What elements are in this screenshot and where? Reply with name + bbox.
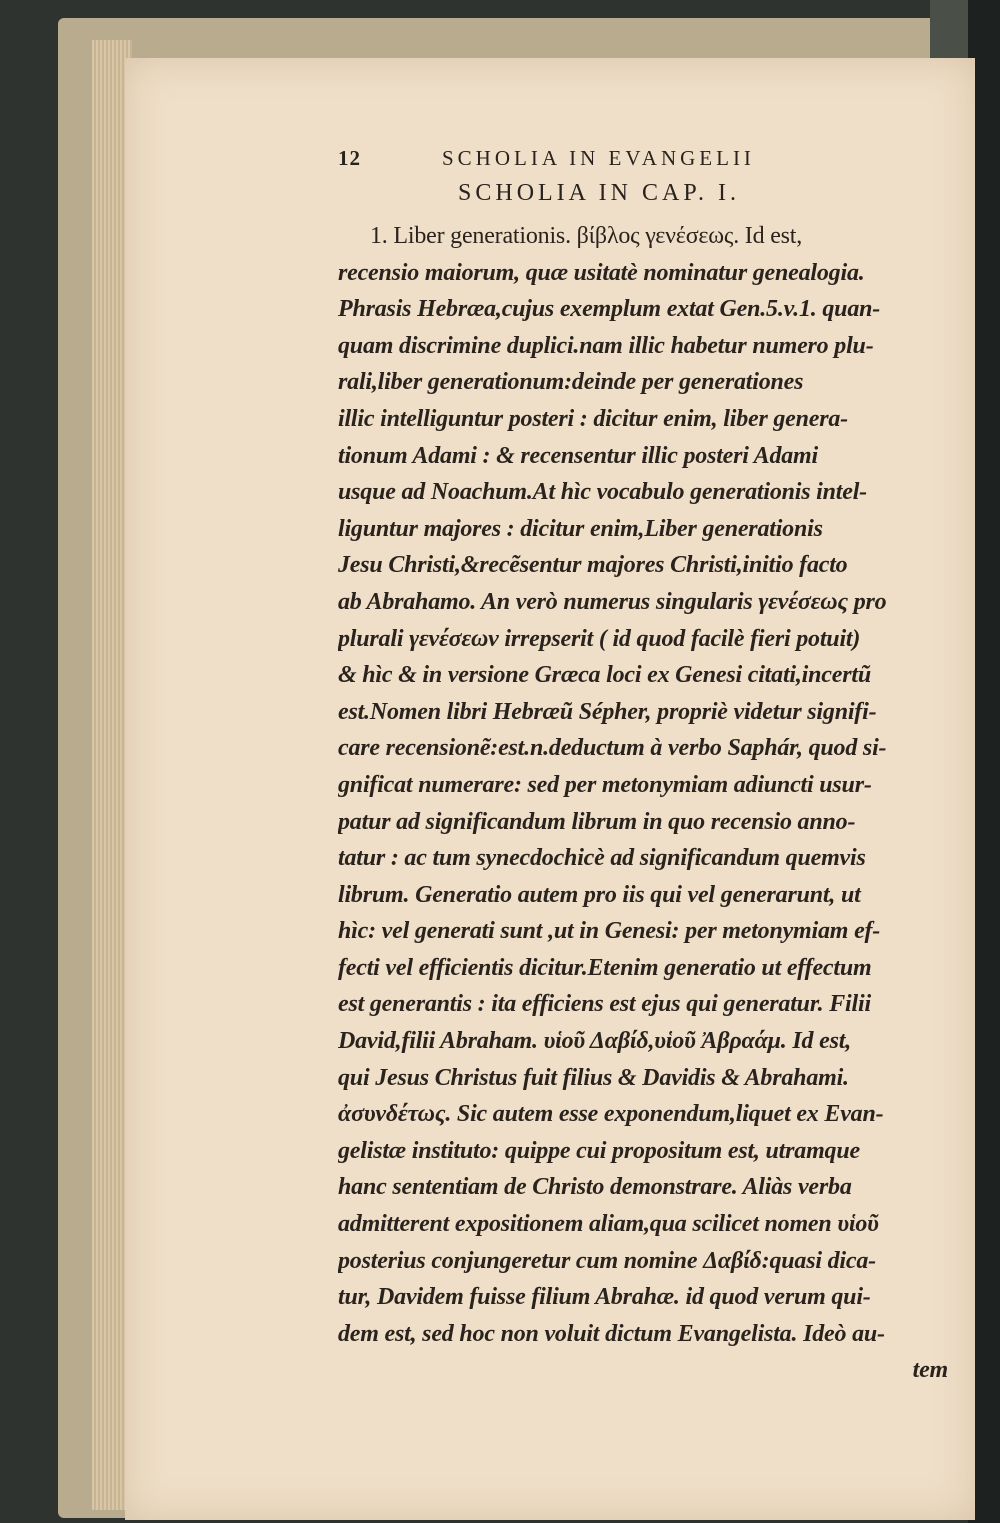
text-line: liguntur majores : dicitur enim,Liber generationis bbox=[338, 515, 823, 542]
chapter-title: SCHOLIA IN CAP. I. bbox=[458, 180, 741, 206]
text-line: qui Jesus Christus fuit filius & Davidis & Abrahami. bbox=[338, 1064, 849, 1091]
page-number: 12 bbox=[338, 146, 361, 170]
text-line: David,filii Abraham. υἱοῦ Δαβίδ,υἱοῦ Ἀβραάμ. Id est, bbox=[338, 1028, 851, 1055]
text-line: Phrasis Hebræa,cujus exemplum extat Gen.5.v.1. quan- bbox=[338, 296, 881, 323]
text-line: admitterent expositionem aliam,qua scilicet nomen υἱοῦ bbox=[338, 1211, 879, 1238]
text-line: plurali γενέσεων irrepserit ( id quod facilè fieri potuit) bbox=[338, 625, 861, 652]
text-line: gnificat numerare: sed per metonymiam adiuncti usur- bbox=[338, 771, 872, 798]
text-line: posterius conjungeretur cum nomine Δαβίδ:quasi dica- bbox=[338, 1247, 876, 1274]
text-line: Jesu Christi,&recẽsentur majores Christi,initio facto bbox=[338, 552, 848, 579]
text-line: ab Abrahamo. An verò numerus singularis γενέσεως pro bbox=[338, 588, 887, 615]
body-text bbox=[338, 218, 948, 1389]
text-line: hanc sententiam de Christo demonstrare. Aliàs verba bbox=[338, 1174, 852, 1201]
text-line: librum. Generatio autem pro iis qui vel generarunt, ut bbox=[338, 881, 861, 908]
text-line: quam discrimine duplici.nam illic habetur numero plu- bbox=[338, 332, 874, 359]
text-line: care recensionẽ:est.n.deductum à verbo Saphár, quod si- bbox=[338, 735, 887, 762]
catchword: tem bbox=[912, 1357, 948, 1384]
text-line: fecti vel efficientis dicitur.Etenim generatio ut effectum bbox=[338, 954, 872, 981]
text-line: patur ad significandum librum in quo recensio anno- bbox=[338, 808, 856, 835]
text-line: 1. Liber generationis. βίβλος γενέσεως. Id est, bbox=[370, 223, 803, 249]
text-line: tatur : ac tum synecdochicè ad significandum quemvis bbox=[338, 845, 866, 872]
text-line: est generantis : ita efficiens est ejus qui generatur. Filii bbox=[338, 991, 871, 1018]
text-line: tur, Davidem fuisse filium Abrahæ. id quod verum qui- bbox=[338, 1284, 871, 1311]
text-line: ἀσυνδέτως. Sic autem esse exponendum,liquet ex Evan- bbox=[338, 1101, 884, 1128]
text-line: & hìc & in versione Græca loci ex Genesi citati,incertũ bbox=[338, 662, 871, 689]
text-line: hìc: vel generati sunt ,ut in Genesi: per metonymiam ef- bbox=[338, 918, 881, 945]
text-line: recensio maiorum, quæ usitatè nominatur genealogia. bbox=[338, 259, 865, 286]
text-line: usque ad Noachum.At hìc vocabulo generationis intel- bbox=[338, 479, 867, 506]
text-line: gelistæ instituto: quippe cui propositum est, utramque bbox=[338, 1137, 860, 1164]
text-line: illic intelliguntur posteri : dicitur enim, liber genera- bbox=[338, 405, 848, 432]
text-line: est.Nomen libri Hebræũ Sépher, propriè videtur signifi- bbox=[338, 698, 877, 725]
page-header bbox=[338, 146, 948, 180]
text-line: tionum Adami : & recensentur illic posteri Adami bbox=[338, 442, 818, 469]
text-line: rali,liber generationum:deinde per generationes bbox=[338, 369, 804, 396]
running-title: SCHOLIA IN EVANGELII bbox=[442, 146, 755, 170]
text-line: dem est, sed hoc non voluit dictum Evangelista. Ideò au- bbox=[338, 1320, 885, 1347]
